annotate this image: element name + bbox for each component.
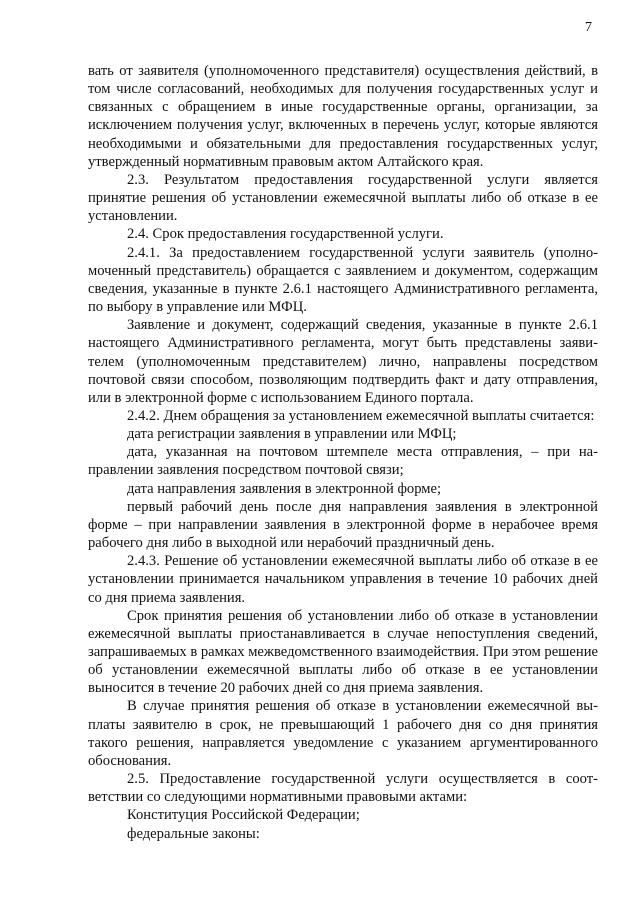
paragraph-submission-methods: Заявление и документ, содержащий сведения, указанные в пункте 2.6.1 настоящего Административного регламента, могут быть представлены заявителем (уполномоченным представителем) лично, направлены посредством почтовой связи способом, позволяющим подтвердить факт и дату отправления, или в электронной форме с использованием Единого портала. bbox=[88, 317, 598, 406]
list-item-first-working-day: первый рабочий день после дня направления заявления в электронной форме – при направлении заявления в электронной форме в нерабочее время рабочего дня либо в выходной или нерабочий праздничный день. bbox=[88, 498, 598, 552]
paragraph-2-3-result: 2.3. Результатом предоставления государственной услуги является принятие решения об установлении ежемесячной выплаты либо об отказе в ее установлении. bbox=[88, 171, 598, 225]
page-number: 7 bbox=[585, 20, 592, 35]
list-item-electronic-date: дата направления заявления в электронной форме; bbox=[127, 480, 442, 497]
list-item-registration-date: дата регистрации заявления в управлении или МФЦ; bbox=[127, 426, 457, 443]
paragraph-2-4-2: 2.4.2. Днем обращения за установлением ежемесячной выплаты считается: bbox=[127, 407, 595, 424]
paragraph-continuation: вать от заявителя (уполномоченного представителя) осуществления действий, в том числе согласований, необходимых для получения государственных услуг и связанных с обращением в иные государственные органы, организации, за исключением получения услуг, включенных в перечень услуг, которые являются необходимыми и обязательными для предоставления государственных услуг, утвержденный нормативным правовым актом Алтайского края. bbox=[88, 63, 598, 170]
paragraph-2-4-3: 2.4.3. Решение об установлении ежемесячной выплаты либо об отказе в ее установлении принимается начальником управления в течение 10 рабочих дней со дня приема заявления. bbox=[88, 553, 598, 606]
list-item-federal-laws: федеральные законы: bbox=[127, 825, 260, 842]
paragraph-refusal-notice: В случае принятия решения об отказе в установлении ежемесячной выплаты заявителю в срок, не превышающий 1 рабочего дня со дня принятия такого решения, направляется уведомление с указанием аргументированного обоснования. bbox=[88, 698, 598, 769]
paragraph-2-4-term: 2.4. Срок предоставления государственной услуги. bbox=[127, 226, 444, 243]
list-item-constitution: Конституция Российской Федерации; bbox=[127, 807, 360, 824]
paragraph-suspension: Срок принятия решения об установлении либо об отказе в установлении ежемесячной выплаты приостанавливается в случае непоступления сведений, запрашиваемых в рамках межведомственного взаимодействия. При этом решение об установлении ежемесячной выплаты либо об отказе в ее установлении выносится в течение 20 рабочих дней со дня приема заявления. bbox=[88, 607, 598, 697]
list-item-postmark-date: дата, указанная на почтовом штемпеле места отправления, – при направлении заявления посредством почтовой связи; bbox=[88, 444, 598, 479]
paragraph-2-4-1: 2.4.1. За предоставлением государственной услуги заявитель (уполномоченный представитель) обращается с заявлением и документом, содержащим сведения, указанные в пункте 2.6.1 настоящего Административного регламента, по выбору в управление или МФЦ. bbox=[88, 244, 598, 316]
paragraph-2-5: 2.5. Предоставление государственной услуги осуществляется в соответствии со следующими нормативными правовыми актами: bbox=[88, 771, 598, 806]
document-body bbox=[88, 62, 598, 843]
